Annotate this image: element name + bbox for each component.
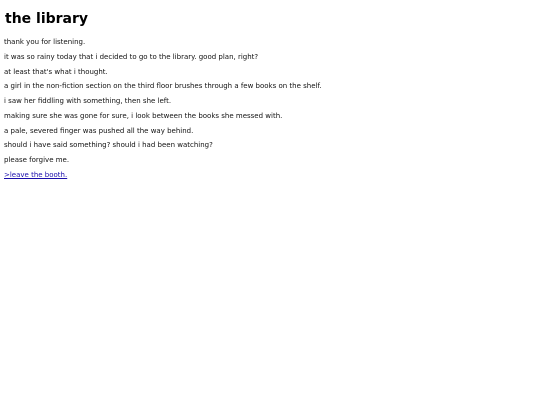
- story-line: should i have said something? should i had been watching?: [4, 141, 213, 150]
- story-line: thank you for listening.: [4, 38, 86, 46]
- page-title: the library: [5, 11, 89, 27]
- leave-booth-link[interactable]: >leave the booth.: [4, 170, 68, 179]
- story-line: a pale, severed finger was pushed all the way behind.: [4, 126, 194, 135]
- story-line: it was so rainy today that i decided to go to the library. good plan, right?: [4, 52, 259, 61]
- leave-link-row: [4, 170, 322, 185]
- story-line: a girl in the non-fiction section on the third floor brushes through a few books on the shelf.: [4, 82, 322, 91]
- story-line: making sure she was gone for sure, i look between the books she messed with.: [4, 111, 283, 120]
- story-line: i saw her fiddling with something, then she left.: [4, 97, 172, 105]
- story-line: at least that's what i thought.: [4, 67, 108, 76]
- story-line: please forgive me.: [4, 156, 70, 164]
- story-text: [4, 37, 322, 185]
